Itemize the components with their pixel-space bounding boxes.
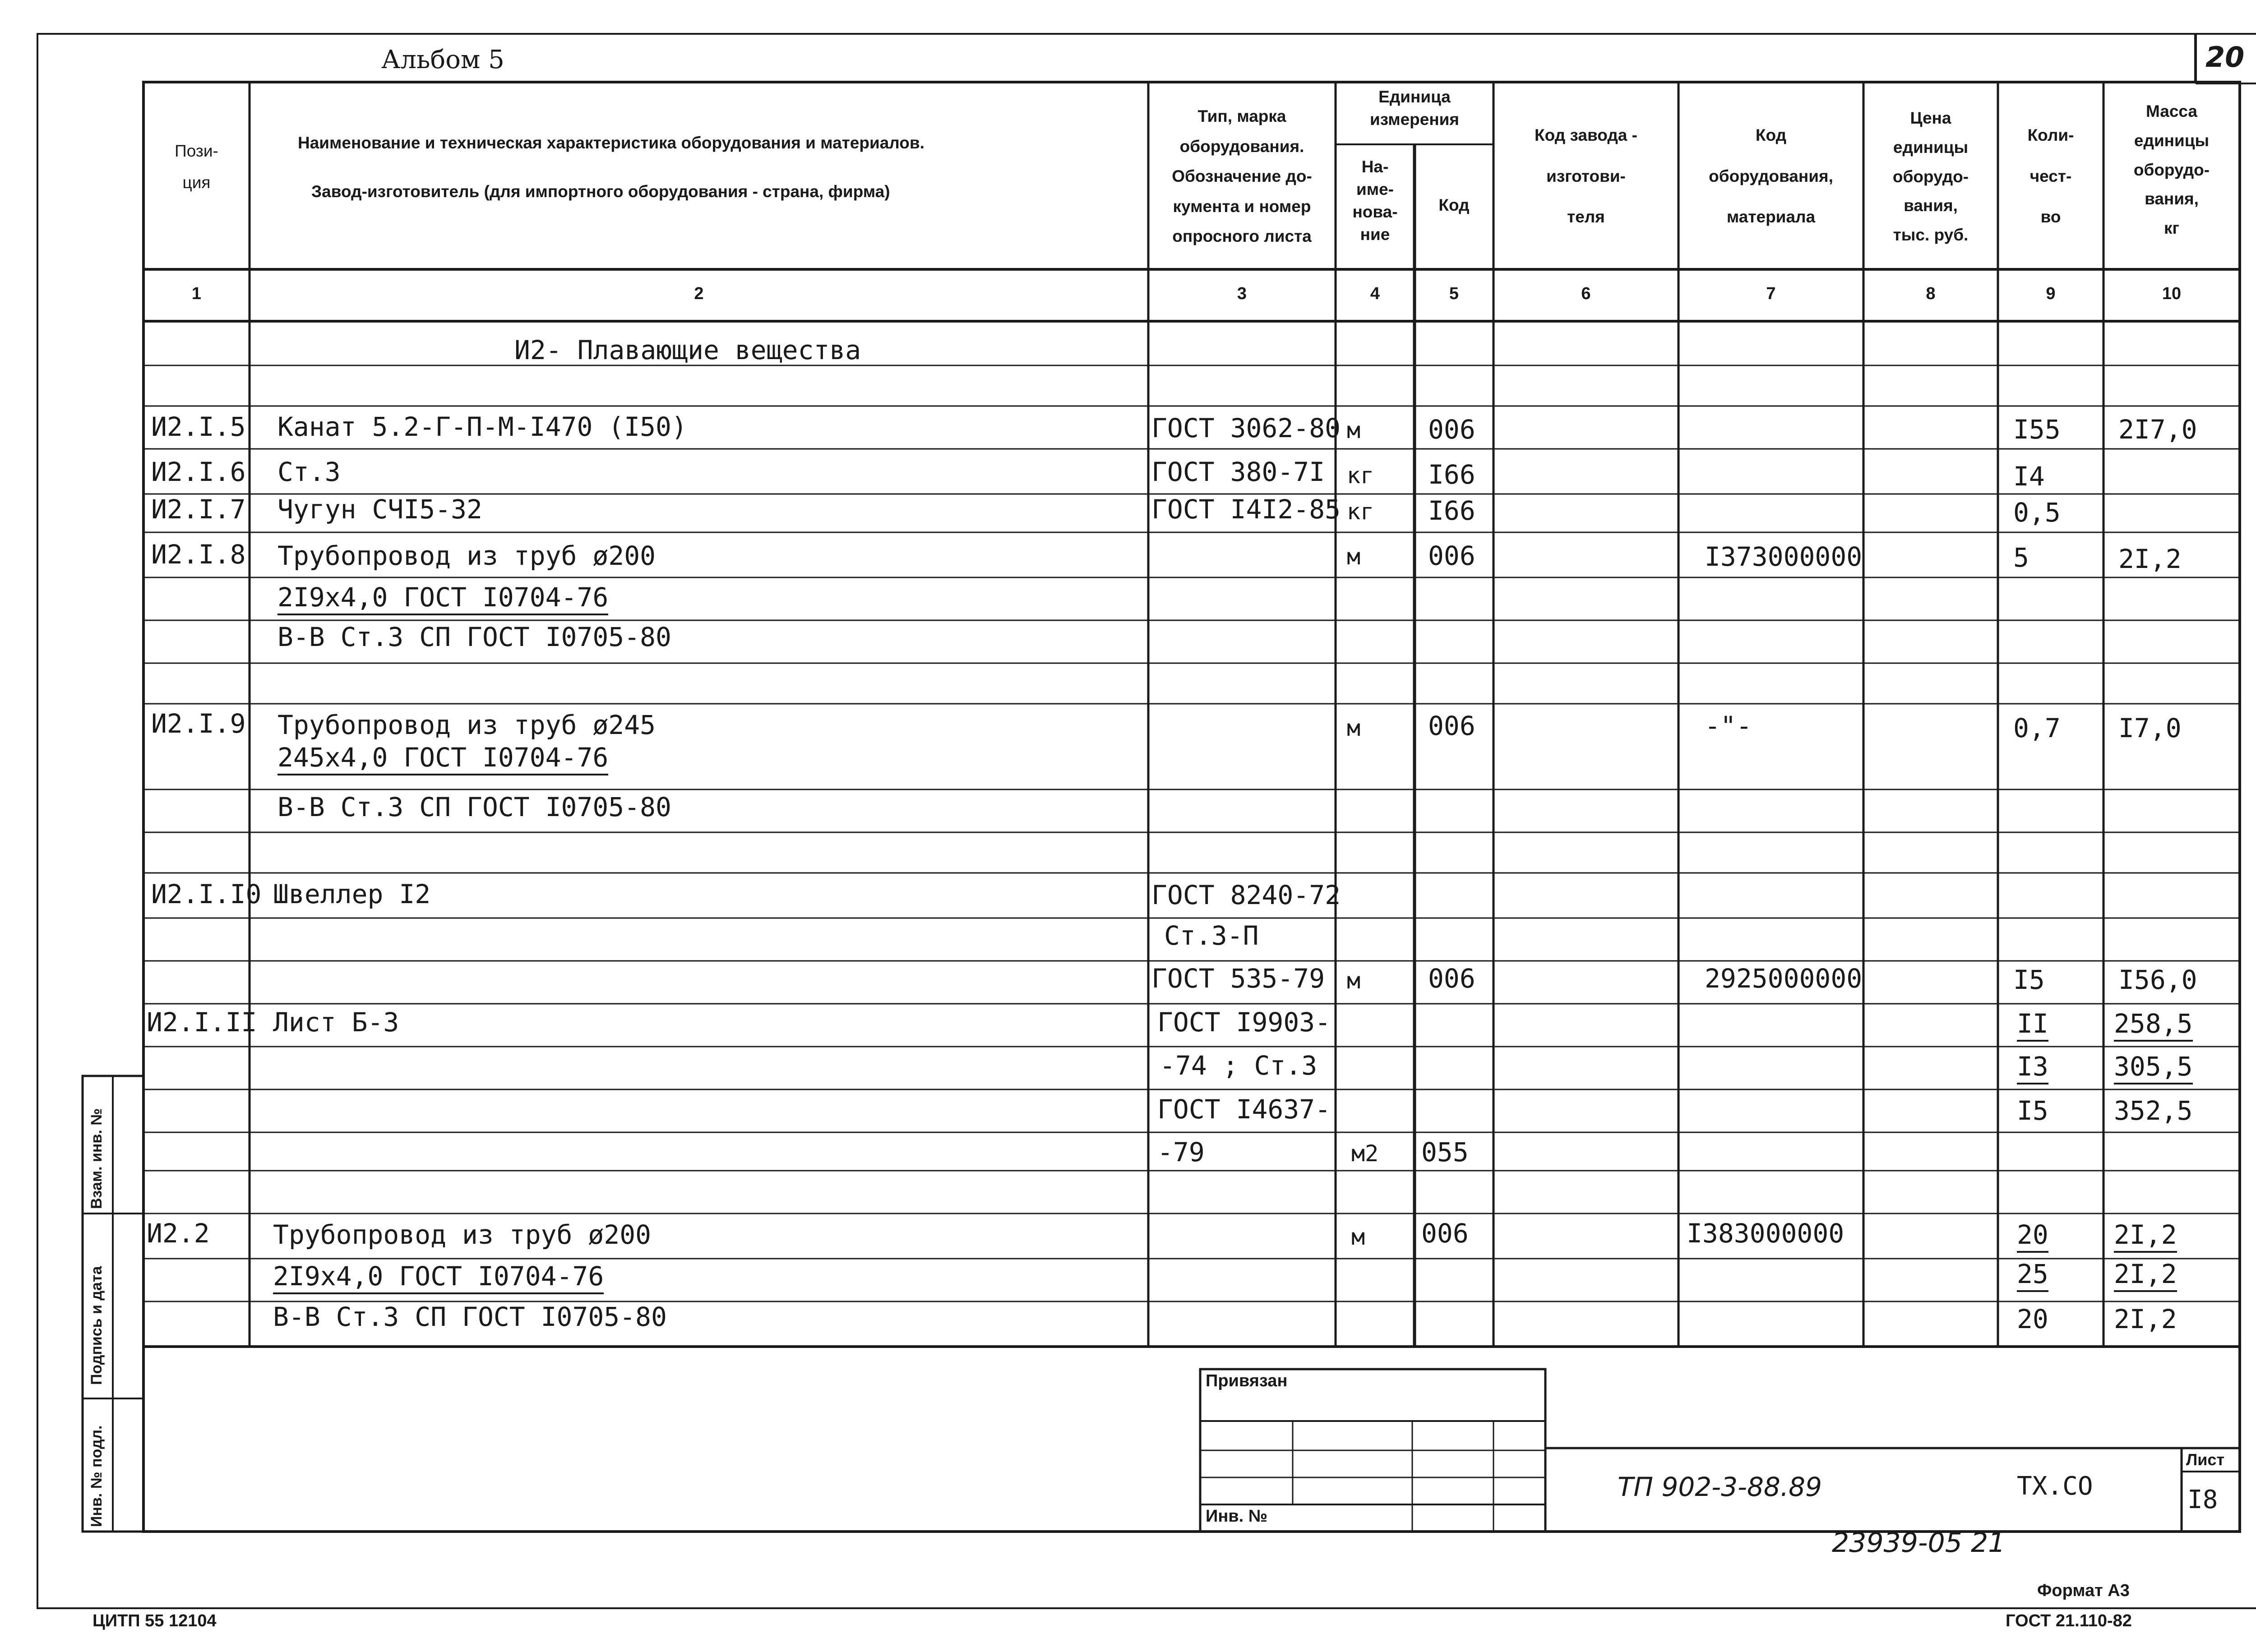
cell-equipment-code: I383000000	[1687, 1218, 1845, 1249]
header-unit-code: Код	[1438, 196, 1470, 214]
col-number: 7	[1766, 284, 1776, 303]
cell-name: Швеллер I2	[273, 879, 431, 909]
cell-unit: кг	[1347, 462, 1374, 489]
col-number: 5	[1449, 284, 1459, 303]
cell-name: Чугун СЧI5-32	[277, 494, 482, 525]
cell-code: I66	[1428, 495, 1475, 526]
stamp-sheet-label: Лист	[2186, 1450, 2225, 1469]
cell-name: 2I9x4,0 ГОСТ I0704-76	[277, 582, 608, 615]
cell-name: В-В Ст.3 СП ГОСТ I0705-80	[277, 792, 671, 822]
col-number: 6	[1581, 284, 1591, 303]
stamp-doc-code: ТП 902-3-88.89	[1618, 1472, 1822, 1502]
header-mass: Масса единицы оборудо- вания, кг	[2133, 102, 2210, 237]
cell-name: 2I9x4,0 ГОСТ I0704-76	[273, 1261, 604, 1294]
cell-doc: ГОСТ 535-79	[1151, 963, 1325, 994]
cell-name: Канат 5.2-Г-П-М-I470 (I50)	[277, 411, 687, 442]
cell-code: 055	[1421, 1137, 1469, 1167]
cell-mass: 2I,2	[2114, 1304, 2177, 1334]
col-number: 3	[1237, 284, 1247, 303]
stamp-linked-label: Привязан	[1206, 1371, 1288, 1390]
cell-mass: 2I,2	[2118, 544, 2182, 574]
cell-doc: ГОСТ I4637-	[1157, 1094, 1331, 1125]
cell-doc: -74 ; Ст.3	[1160, 1050, 1318, 1081]
side-label-replaced-inv: Взам. инв. №	[88, 1108, 105, 1209]
cell-mass: 2I,2	[2114, 1219, 2177, 1253]
stamp-inv-label: Инв. №	[1206, 1507, 1268, 1526]
cell-code: 006	[1421, 1218, 1469, 1249]
header-price: Цена единицы оборудо- вания, тыс. руб.	[1892, 109, 1969, 244]
cell-doc: ГОСТ 380-7I	[1151, 457, 1325, 487]
cell-unit: м2	[1351, 1140, 1379, 1167]
col-number: 8	[1926, 284, 1936, 303]
cell-qty: I5	[2013, 964, 2045, 995]
cell-doc: Ст.3-П	[1164, 920, 1259, 951]
cell-qty: I55	[2013, 414, 2061, 445]
cell-qty: I3	[2017, 1051, 2048, 1084]
cell-unit: м	[1351, 1224, 1365, 1250]
section-title: И2- Плавающие вещества	[514, 335, 861, 365]
cell-qty: 25	[2017, 1259, 2048, 1292]
cell-name: Трубопровод из труб ø245	[277, 710, 656, 740]
cell-doc: ГОСТ 3062-80	[1151, 413, 1341, 443]
cell-name: Трубопровод из труб ø200	[273, 1219, 652, 1250]
cell-mass: 352,5	[2114, 1095, 2193, 1126]
cell-doc: -79	[1157, 1137, 1205, 1167]
cell-name: В-В Ст.3 СП ГОСТ I0705-80	[273, 1301, 667, 1332]
cell-unit: м	[1347, 417, 1361, 443]
cell-position: И2.I.II	[147, 1007, 257, 1038]
cell-doc: ГОСТ 8240-72	[1151, 880, 1341, 910]
cell-qty: I4	[2013, 461, 2045, 492]
cell-unit: м	[1347, 715, 1361, 741]
side-label-original-inv: Инв. № подл.	[88, 1425, 105, 1527]
cell-unit: кг	[1347, 498, 1374, 525]
cell-unit: м	[1347, 544, 1361, 570]
cell-qty: II	[2017, 1008, 2048, 1042]
col-number: 2	[694, 284, 704, 303]
cell-unit: м	[1347, 968, 1361, 994]
cell-name: Лист Б-3	[273, 1007, 399, 1038]
header-unit: Единица измерения	[1369, 88, 1460, 129]
header-position: Пози- ция	[175, 142, 218, 192]
cell-qty: 20	[2017, 1219, 2048, 1253]
col-number: 4	[1370, 284, 1380, 303]
sheet-corner-number: 20	[2205, 41, 2245, 74]
footer-left-code: ЦИТП 55 12104	[92, 1611, 217, 1630]
cell-position: И2.I.9	[151, 708, 246, 739]
header-factory-code: Код завода - изготови- теля	[1535, 126, 1637, 226]
cell-equipment-code: I373000000	[1705, 541, 1863, 572]
header-equipment-code: Код оборудования, материала	[1709, 126, 1833, 226]
cell-position: И2.I.7	[151, 494, 246, 525]
cell-doc: ГОСТ I9903-	[1157, 1007, 1331, 1038]
cell-qty: 0,5	[2013, 497, 2061, 528]
cell-qty: 20	[2017, 1304, 2048, 1334]
header-name-line2: Завод-изготовитель (для импортного оборудования - страна, фирма)	[311, 182, 890, 201]
cell-equipment-code: 2925000000	[1705, 963, 1863, 994]
cell-position: И2.I.8	[151, 539, 246, 570]
cell-qty: 5	[2013, 542, 2029, 573]
cell-code: 006	[1428, 711, 1475, 741]
album-label: Альбом 5	[381, 45, 504, 74]
header-quantity: Коли- чест- во	[2027, 126, 2074, 226]
cell-mass: I56,0	[2118, 964, 2197, 995]
cell-qty: 0,7	[2013, 713, 2061, 743]
stamp-mark: ТХ.СО	[2017, 1472, 2093, 1501]
cell-position: И2.I.5	[151, 411, 246, 442]
col-number: 1	[191, 284, 202, 303]
cell-position: И2.I.I0	[151, 879, 262, 909]
footer-right-standard: ГОСТ 21.110-82	[2006, 1611, 2132, 1630]
cell-mass: 305,5	[2114, 1051, 2193, 1084]
cell-name: В-В Ст.3 СП ГОСТ I0705-80	[277, 622, 671, 652]
cell-position: И2.2	[147, 1218, 210, 1249]
cell-code: 006	[1428, 540, 1475, 571]
side-label-signature-date: Подпись и дата	[88, 1266, 105, 1385]
cell-code: 006	[1428, 414, 1475, 445]
stamp-sheet-number: I8	[2187, 1485, 2218, 1514]
cell-mass: 2I,2	[2114, 1259, 2177, 1292]
cell-name: Ст.3	[277, 457, 341, 487]
cell-code: I66	[1428, 459, 1475, 490]
cell-code: 006	[1428, 963, 1475, 994]
cell-equipment-code: -"-	[1705, 711, 1752, 741]
cell-qty: I5	[2017, 1095, 2048, 1126]
cell-name: Трубопровод из труб ø200	[277, 540, 656, 571]
cell-mass: I7,0	[2118, 713, 2182, 743]
cell-mass: 258,5	[2114, 1008, 2193, 1042]
col-number: 10	[2162, 284, 2182, 303]
cell-mass: 2I7,0	[2118, 414, 2197, 445]
header-unit-name: На- име- нова- ние	[1352, 157, 1398, 244]
cell-name: 245x4,0 ГОСТ I0704-76	[277, 742, 608, 775]
archive-number: 23939-05 21	[1832, 1527, 2006, 1559]
format-label: Формат А3	[2037, 1581, 2130, 1600]
col-number: 9	[2046, 284, 2056, 303]
cell-doc: ГОСТ I4I2-85	[1151, 494, 1341, 525]
cell-position: И2.I.6	[151, 457, 246, 487]
header-name-line1: Наименование и техническая характеристика оборудования и материалов.	[298, 134, 925, 152]
header-type-doc: Тип, марка оборудования. Обозначение до- кумента и номер опросного листа	[1172, 107, 1312, 246]
